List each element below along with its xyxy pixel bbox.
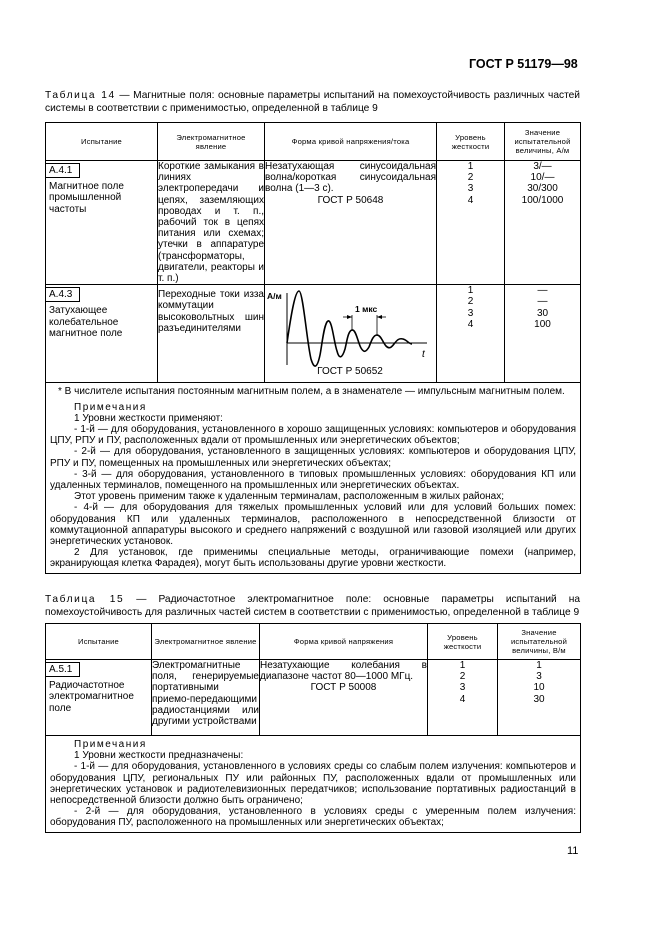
note-paragraph: 1 Уровни жесткости предназначены: <box>74 750 244 762</box>
test-value: — <box>537 296 548 308</box>
note-paragraph: 2 Для установок, где применимы специальные методы, ограничивающие помехи (например, экранирующая клетка Фарадея), могут быть использованы другие уровни жесткости. <box>50 547 576 570</box>
y-axis-label: А/м <box>267 291 282 302</box>
table15-col-waveform: Форма кривой напряжения <box>260 624 428 660</box>
page-number: 11 <box>567 845 579 857</box>
waveform-ref: ГОСТ Р 50008 <box>310 682 377 694</box>
test-value: 10/— <box>530 172 555 184</box>
level-value: 3 <box>459 682 466 694</box>
test-value: 1 <box>536 660 542 671</box>
table15-caption-label: Таблица 15 <box>45 594 125 605</box>
table14-notes-row <box>46 383 581 573</box>
note-paragraph: - 4-й — для оборудования для тяжелых промышленных условий или для условий больших помех: оборудования КП или удаленных терминалов, расположенного в непосредственной близости от коммутационной аппаратуры высокого и среднего напряжений с воздушной или газовой изоляцией или других энергетических установок. <box>50 502 576 548</box>
phenomenon-cell: Электромагнитные поля, генерируемые портативными приемо-передающими радиостанциями или другими устройствами <box>152 660 260 736</box>
test-value: 100 <box>534 318 551 330</box>
interval-label: 1 мкс <box>355 304 378 315</box>
level-value: 2 <box>467 172 474 184</box>
test-value: — <box>537 285 548 297</box>
level-value: 3 <box>467 307 474 319</box>
waveform-cell <box>265 161 437 285</box>
table15-header-row <box>46 624 581 660</box>
table15 <box>45 623 581 833</box>
test-cell <box>46 660 152 736</box>
note-paragraph: - 3-й — для оборудования, установленного в типовых промышленных условиях: оборудования КП или удаленных терминалов, помещенного на промышленных или энергетических объектах. <box>50 468 576 492</box>
level-value: 4 <box>467 194 474 206</box>
table-row <box>46 161 581 285</box>
damped-oscillation-plot <box>265 285 435 379</box>
phenomenon-cell: Короткие замыкания в линиях электропередачи и цепях, заземляющих проводах и т. п., рабочий ток в цепях питания или схемах; утечки в аппаратуре (трансформаторы, двигатели, реакторы и т. п.) <box>158 161 264 285</box>
table15-caption <box>45 594 580 619</box>
test-code: А.5.1 <box>45 662 80 677</box>
level-value: 1 <box>467 285 474 297</box>
waveform-ref: ГОСТ Р 50652 <box>317 366 383 378</box>
note-paragraph: - 2-й — для оборудования, установленного в условиях среды с умеренным полем излучения: оборудования ПУ, расположенного на промышленных или энергетических объектах; <box>50 806 576 829</box>
note-paragraph: - 1-й — для оборудования, установленного в условиях среды со слабым полем излучения: компьютеров и оборудования ЦПУ, региональных ПУ или районных ПУ, расположенных вдали от промышленных или энергетических установок и радиотелевизионных передатчиков; использование портативных радиостанций в непосредственной близости должно быть ограничено; <box>50 761 576 807</box>
footnote: * В числителе испытания постоянным магнитным полем, а в знаменателе — импульсным магнитным полем. <box>58 386 565 398</box>
table14 <box>45 122 581 574</box>
test-name: Радиочастотное электромагнитное поле <box>49 680 134 714</box>
notes-title: Примечания <box>74 739 147 750</box>
level-value: 4 <box>459 693 466 705</box>
test-cell <box>46 161 158 285</box>
arrow-head-icon <box>377 315 382 319</box>
level-cell <box>437 161 505 285</box>
phenomenon-cell: Переходные токи изза коммутации высоковольтных шин разъединителями <box>158 285 265 383</box>
table15-col-value: Значение испытательной величины, В/м <box>498 624 581 660</box>
test-cell <box>46 285 158 383</box>
waveform-cell <box>265 285 437 383</box>
test-value: 30 <box>533 693 545 705</box>
table14-col-phenomenon: Электромагнитное явление <box>158 123 265 161</box>
test-name: Затухающее колебательное магнитное поле <box>49 305 123 339</box>
standard-header: ГОСТ Р 51179—98 <box>469 57 578 71</box>
value-cell <box>505 161 581 285</box>
level-cell <box>437 285 505 383</box>
note-paragraph: - 2-й — для оборудования, установленного в защищенных условиях: компьютеров и оборудования ЦПУ, РПУ и ПУ, помещенных на промышленных или энергетических объектах; <box>50 446 576 469</box>
level-value: 2 <box>459 671 466 683</box>
level-value: 2 <box>467 296 474 308</box>
note-paragraph: - 1-й — для оборудования, установленного в хорошо защищенных условиях: компьютеров и оборудования ЦПУ, РПУ и ПУ, расположенных вдали от промышленных или энергетических объектов; <box>50 424 576 447</box>
table15-col-phenomenon: Электромагнитное явление <box>152 624 260 660</box>
waveform-text: Незатухающие колебания в диапазоне частот 80—1000 МГц. <box>260 660 427 683</box>
test-value: 30/300 <box>527 183 558 195</box>
table14-col-level: Уровень жесткости <box>437 123 505 161</box>
level-value: 3 <box>467 183 474 195</box>
table15-notes-row <box>46 736 581 833</box>
test-value: 100/1000 <box>521 194 564 206</box>
table14-col-test: Испытание <box>46 123 158 161</box>
waveform-ref: ГОСТ Р 50648 <box>317 194 384 206</box>
table14-header-row <box>46 123 581 161</box>
test-code: А.4.1 <box>45 163 80 178</box>
note-paragraph: Этот уровень применим также к удаленным терминалам, расположенным в жилых районах; <box>74 491 505 503</box>
waveform-cell <box>260 660 428 736</box>
table14-caption-label: Таблица 14 <box>45 90 116 101</box>
level-value: 1 <box>459 660 466 671</box>
test-name: Магнитное поле промышленной частоты <box>49 181 124 215</box>
test-value: 10 <box>533 682 545 694</box>
note-paragraph: 1 Уровни жесткости применяют: <box>74 412 223 424</box>
table-row <box>46 660 581 736</box>
table-row <box>46 285 581 383</box>
notes-cell <box>46 736 581 833</box>
waveform-curve <box>287 291 412 366</box>
waveform-text: Незатухающая синусоидальная волна/короткая синусоидальная волна (1—3 с). <box>265 161 436 195</box>
table15-col-test: Испытание <box>46 624 152 660</box>
level-value: 4 <box>467 318 474 330</box>
value-cell <box>498 660 581 736</box>
table15-caption-text: — Радиочастотное электромагнитное поле: основные параметры испытаний на помехоустойчивость для различных частей систем в соответствии с применимостью, определенной в таблице 9 <box>45 594 580 618</box>
test-value: 3/— <box>533 161 552 172</box>
test-code: А.4.3 <box>45 287 80 302</box>
table14-col-waveform: Форма кривой напряжения/тока <box>265 123 437 161</box>
notes-cell <box>46 383 581 573</box>
table14-caption <box>45 90 580 115</box>
arrow-head-icon <box>347 315 352 319</box>
table15-col-level: Уровень жесткости <box>428 624 498 660</box>
x-axis-label: t <box>422 349 425 361</box>
test-value: 30 <box>536 307 549 319</box>
notes-title: Примечания <box>74 401 147 413</box>
table14-col-value: Значение испытательной величины, А/м <box>505 123 581 161</box>
level-cell <box>428 660 498 736</box>
table14-caption-text: — Магнитные поля: основные параметры испытаний на помехоустойчивость различных частей системы в соответствии с применимостью, определенной в таблице 9 <box>45 90 580 114</box>
level-value: 1 <box>467 161 474 172</box>
value-cell <box>505 285 581 383</box>
test-value: 3 <box>536 671 542 683</box>
